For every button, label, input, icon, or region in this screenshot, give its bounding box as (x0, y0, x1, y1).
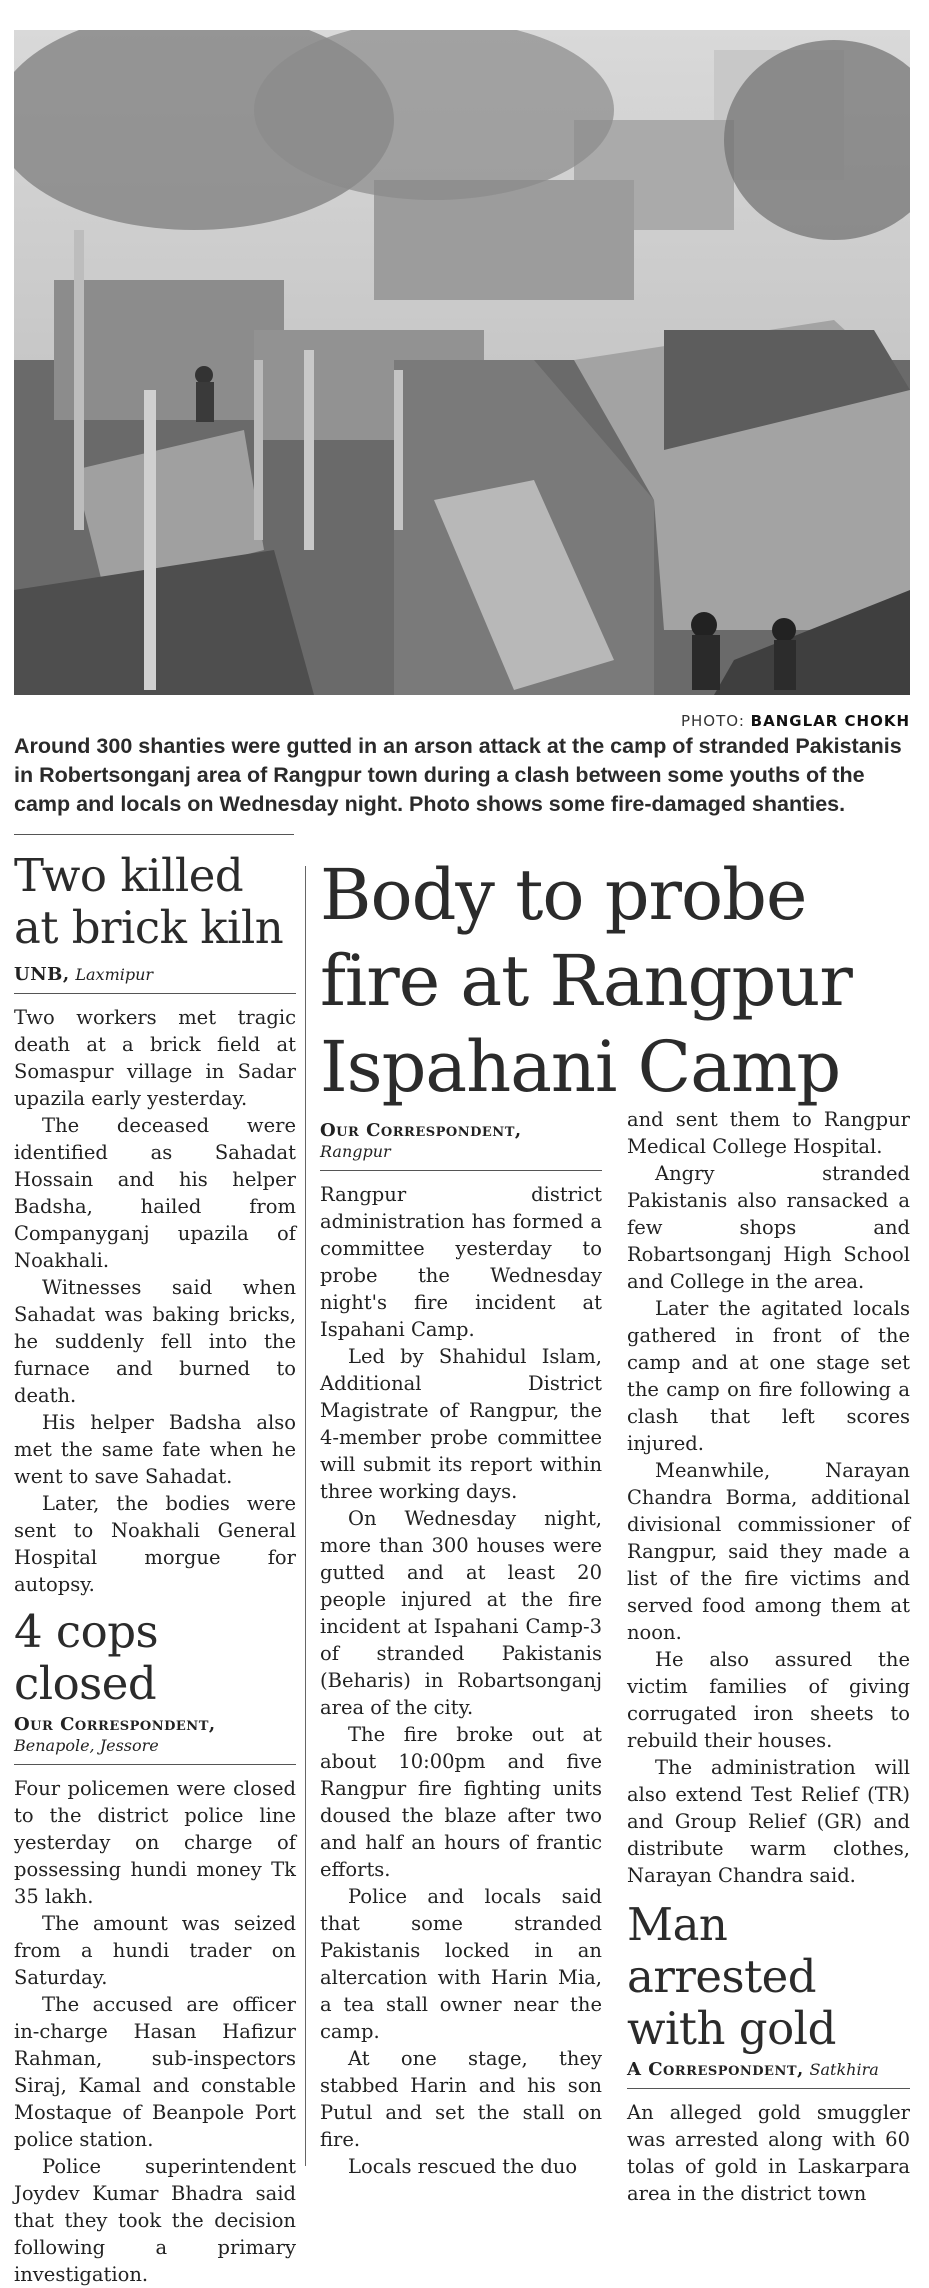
divider (14, 993, 296, 994)
paragraph: Four policemen were closed to the district police line yesterday on charge of possessing hundi money Tk 35 lakh. (14, 1777, 296, 1908)
paragraph: and sent them to Rangpur Medical College Hospital. (627, 1108, 910, 1158)
caption-divider (14, 834, 294, 835)
article-body-main-2 (627, 1106, 910, 1889)
paragraph: Meanwhile, Narayan Chandra Borma, additional divisional commissioner of Rangpur, said they made a list of the fire victims and served food among them at noon. (627, 1459, 910, 1644)
paragraph: The deceased were identified as Sahadat Hossain and his helper Badsha, hailed from Companyganj upazila of Noakhali. (14, 1114, 296, 1272)
news-photo (14, 30, 910, 695)
article-body-brick-kiln (14, 1004, 296, 1598)
paragraph: The administration will also extend Test Relief (TR) and Group Relief (GR) and distribute warm clothes, Narayan Chandra said. (627, 1756, 910, 1887)
paragraph: He also assured the victim families of giving corrugated iron sheets to rebuild their houses. (627, 1648, 910, 1752)
article-body-cops (14, 1775, 296, 2288)
paragraph: Later the agitated locals gathered in front of the camp and at one stage set the camp on fire following a clash that left scores injured. (627, 1297, 910, 1455)
paragraph: His helper Badsha also met the same fate when he went to save Sahadat. (14, 1411, 296, 1488)
paragraph: Witnesses said when Sahadat was baking bricks, he suddenly fell into the furnace and burned to death. (14, 1276, 296, 1407)
photo-caption: Around 300 shanties were gutted in an arson attack at the camp of stranded Pakistanis in Robertsonganj area of Rangpur town during a clash between some youths of the camp and locals on Wednesday night. Photo shows some fire-damaged shanties. (14, 734, 902, 816)
byline-brick-kiln: UNB, Laxmipur (14, 964, 154, 985)
byline-main: Our Correspondent, Rangpur (320, 1120, 522, 1161)
paragraph: Locals rescued the duo (348, 2155, 578, 2178)
fire-damaged-shanties-image (14, 30, 910, 695)
paragraph: Angry stranded Pakistanis also ransacked a few shops and Robartsonganj High School and College in the area. (627, 1162, 910, 1293)
paragraph: At one stage, they stabbed Harin and his son Putul and set the stall on fire. (320, 2047, 602, 2151)
headline-cops: 4 cops closed (14, 1605, 159, 1710)
paragraph: Police superintendent Joydev Kumar Bhadra said that they took the decision following a primary investigation. (14, 2155, 296, 2286)
main-column-1 (320, 1120, 602, 2180)
paragraph: The fire broke out at about 10:00pm and five Rangpur fire fighting units doused the blaze after two and half an hours of frantic efforts. (320, 1723, 602, 1881)
article-body-gold (627, 2099, 910, 2207)
byline-gold: A Correspondent, Satkhira (627, 2059, 879, 2080)
left-column (14, 850, 296, 2288)
paragraph: Rangpur district administration has formed a committee yesterday to probe the Wednesday night's fire incident at Ispahani Camp. (320, 1183, 602, 1341)
byline-cops: Our Correspondent, Benapole, Jessore (14, 1714, 216, 1755)
article-body-main-1 (320, 1181, 602, 2180)
paragraph: Later, the bodies were sent to Noakhali General Hospital morgue for autopsy. (14, 1492, 296, 1596)
paragraph: The amount was seized from a hundi trader on Saturday. (14, 1912, 296, 1989)
paragraph: The accused are officer in-charge Hasan Hafizur Rahman, sub-inspectors Siraj, Kamal and constable Mostaque of Beanpole Port police station. (14, 1993, 296, 2151)
divider (627, 2088, 910, 2089)
main-column-2 (627, 1106, 910, 2207)
headline-gold: Man arrested with gold (627, 1898, 836, 2055)
photo-credit: PHOTO: BANGLAR CHOKH (680, 712, 910, 730)
paragraph: On Wednesday night, more than 300 houses were gutted and at least 20 people injured at the fire incident at Ispahani Camp-3 of stranded Pakistanis (Beharis) in Robartsonganj area of the city. (320, 1507, 602, 1719)
column-divider (305, 866, 306, 2166)
headline-main: Body to probe fire at Rangpur Ispahani Camp (320, 854, 852, 1108)
divider (320, 1170, 602, 1171)
paragraph: An alleged gold smuggler was arrested along with 60 tolas of gold in Laskarpara area in the district town (627, 2101, 910, 2205)
paragraph: Police and locals said that some stranded Pakistanis locked in an altercation with Harin Mia, a tea stall owner near the camp. (320, 1885, 602, 2043)
paragraph: Led by Shahidul Islam, Additional District Magistrate of Rangpur, the 4-member probe committee will submit its report within three working days. (320, 1345, 602, 1503)
paragraph: Two workers met tragic death at a brick field at Somaspur village in Sadar upazila early yesterday. (14, 1006, 296, 1110)
divider (14, 1764, 296, 1765)
headline-brick-kiln: Two killed at brick kiln (14, 849, 284, 954)
